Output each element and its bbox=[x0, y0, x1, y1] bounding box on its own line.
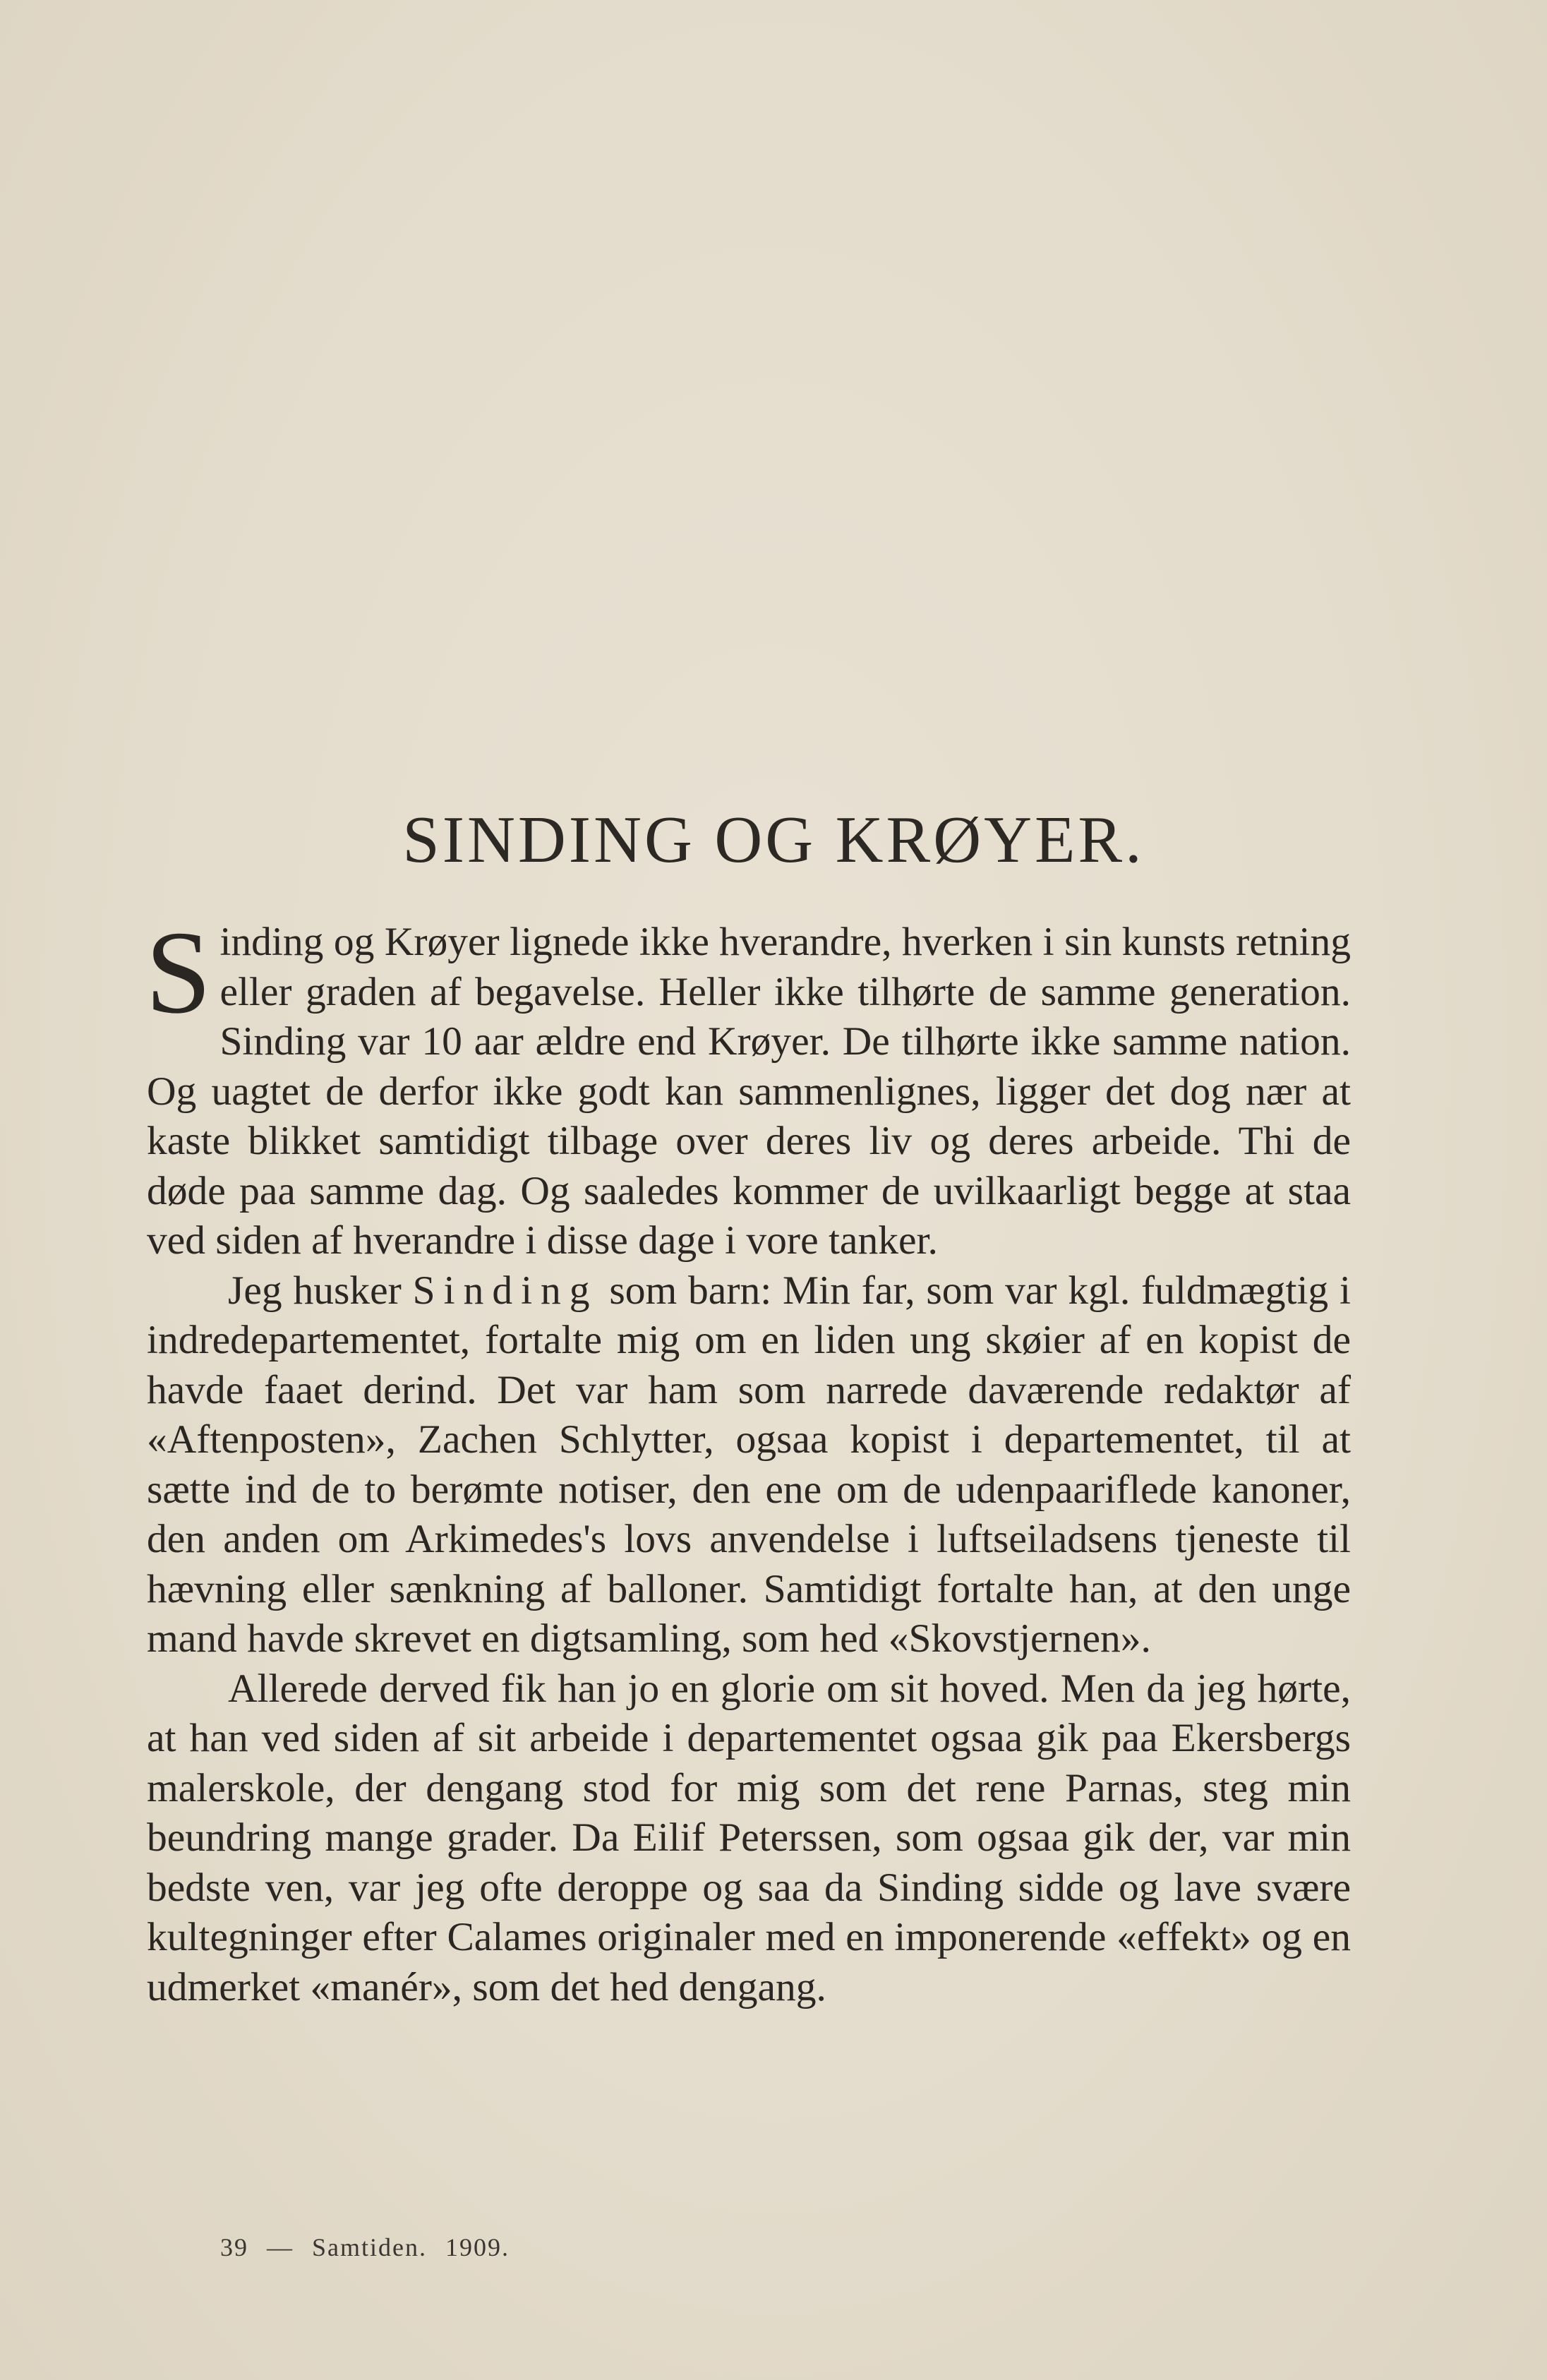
paragraph-2-rest: som barn: Min far, som var kgl. fuldmægtig i indredepartementet, fortalte mig om en liden ung skøier af en kopist de havde faaet derind. Det var ham som narrede daværende redaktør af «Aftenposten», Zachen Schlytter, ogsaa kopist i departementet, til at sætte ind de to berømte notiser, den ene om de udenpaariflede kanoner, den anden om Arkimedes's lovs anvendelse i luftseiladsens tjeneste til hævning eller sænkning af balloner. Samtidigt fortalte han, at den unge mand havde skrevet en digtsamling, som hed «Skovstjernen». bbox=[147, 1268, 1351, 1661]
spaced-name-sinding: Sinding bbox=[412, 1268, 598, 1313]
footer-dash: — bbox=[267, 2233, 294, 2261]
sheet-number: 39 bbox=[220, 2233, 248, 2261]
drop-cap: S bbox=[145, 907, 212, 1038]
publication-year: 1909. bbox=[445, 2233, 510, 2261]
article-body bbox=[145, 907, 1351, 2012]
paragraph-3 bbox=[147, 1664, 1351, 2013]
paragraph-2-lead: Jeg husker bbox=[228, 1268, 413, 1313]
article-title: SINDING OG KRØYER. bbox=[402, 803, 1145, 877]
paragraph-1 bbox=[145, 907, 1351, 1266]
publication-name: Samtiden. bbox=[312, 2233, 427, 2261]
paragraph-1-text: inding og Krøyer lignede ikke hverandre, hverken i sin kunsts retning eller graden af begavelse. Heller ikke tilhørte de samme generation. Sinding var 10 aar ældre end Krøyer. De tilhørte ikke samme nation. Og uagtet de derfor ikke godt kan sammenlignes, ligger det dog nær at kaste blikket samtidigt tilbage over deres liv og deres arbeide. Thi de døde paa samme dag. Og saaledes kommer de uvilkaarligt begge at staa ved siden af hverandre i disse dage i vore tanker. bbox=[147, 920, 1351, 1263]
paragraph-2 bbox=[147, 1266, 1351, 1664]
signature-footer bbox=[220, 2232, 528, 2262]
paragraph-3-text: Allerede derved fik han jo en glorie om sit hoved. Men da jeg hørte, at han ved siden af sit arbeide i departementet ogsaa gik paa Ekersbergs malerskole, der dengang stod for mig som det rene Parnas, steg min beundring mange grader. Da Eilif Peterssen, som ogsaa gik der, var min bedste ven, var jeg ofte deroppe og saa da Sinding sidde og lave svære kultegninger efter Calames originaler med en imponerende «effekt» og en udmerket «manér», som det hed dengang. bbox=[147, 1666, 1351, 2009]
